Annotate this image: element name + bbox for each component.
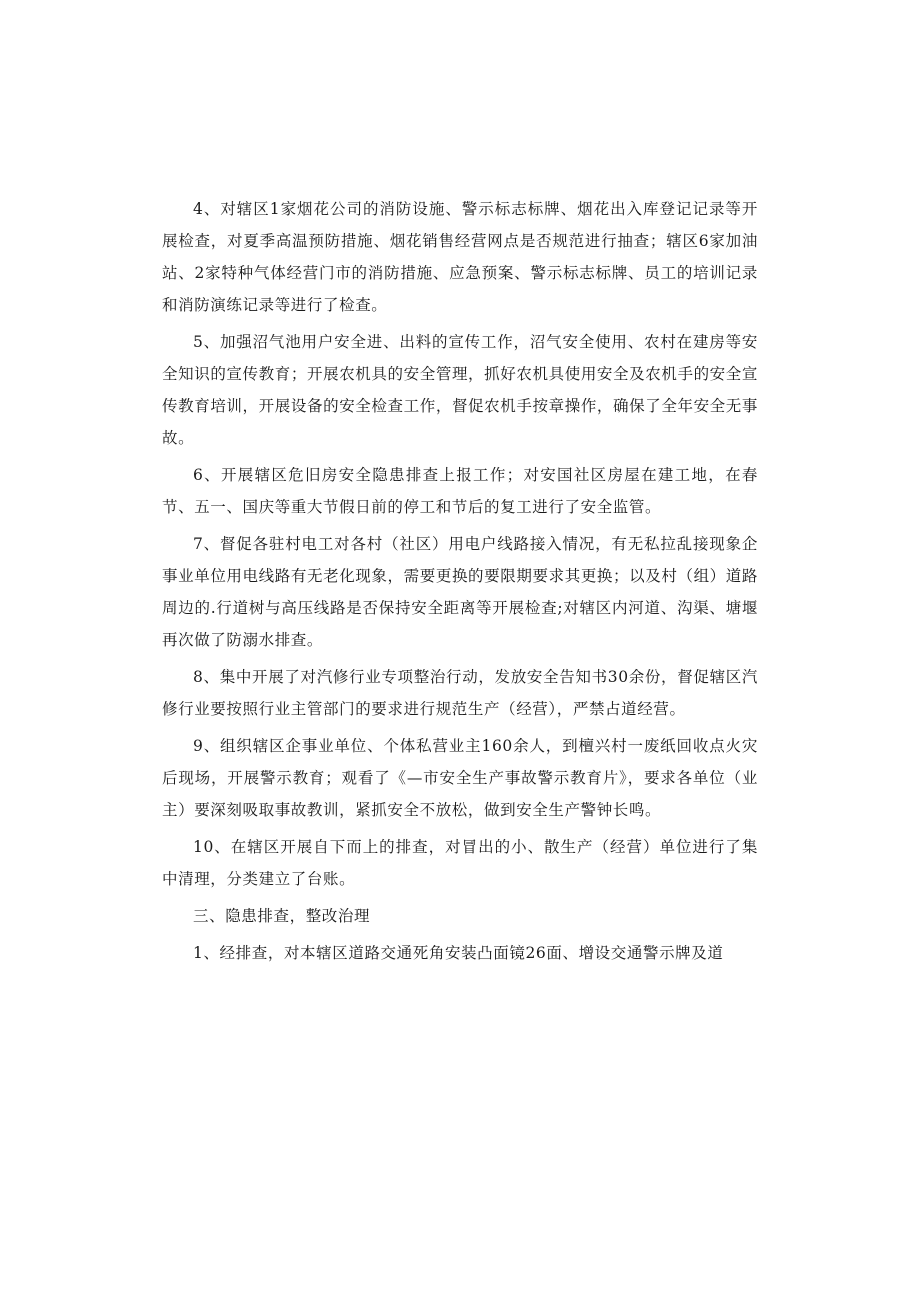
paragraph-item-7: 7、督促各驻村电工对各村（社区）用电户线路接入情况，有无私拉乱接现象企事业单位用电线路有无老化现象，需要更换的要限期要求其更换；以及村（组）道路周边的.行道树与高压线路是否保持安全距离等开展检查;对辖区内河道、沟渠、塘堰再次做了防溺水排查。 — [162, 535, 758, 649]
paragraph-item-6: 6、开展辖区危旧房安全隐患排查上报工作；对安国社区房屋在建工地，在春节、五一、国庆等重大节假日前的停工和节后的复工进行了安全监管。 — [162, 466, 758, 516]
paragraph-item-8: 8、集中开展了对汽修行业专项整治行动，发放安全告知书30余份，督促辖区汽修行业要按照行业主管部门的要求进行规范生产（经营），严禁占道经营。 — [162, 668, 758, 718]
paragraph-item-9: 9、组织辖区企事业单位、个体私营业主160余人，到檀兴村一废纸回收点火灾后现场，开展警示教育；观看了《—市安全生产事故警示教育片》，要求各单位（业主）要深刻吸取事故教训，紧抓安全不放松，做到安全生产警钟长鸣。 — [162, 737, 758, 819]
paragraph-item-5: 5、加强沼气池用户安全进、出料的宣传工作，沼气安全使用、农村在建房等安全知识的宣传教育；开展农机具的安全管理，抓好农机具使用安全及农机手的安全宣传教育培训，开展设备的安全检查工作，督促农机手按章操作，确保了全年安全无事故。 — [162, 333, 758, 447]
paragraph-item-4: 4、对辖区1家烟花公司的消防设施、警示标志标牌、烟花出入库登记记录等开展检查，对夏季高温预防措施、烟花销售经营网点是否规范进行抽查；辖区6家加油站、2家特种气体经营门市的消防措施、应急预案、警示标志标牌、员工的培训记录和消防演练记录等进行了检查。 — [162, 200, 758, 314]
document-body — [162, 193, 758, 974]
paragraph-item-10: 10、在辖区开展自下而上的排查，对冒出的小、散生产（经营）单位进行了集中清理，分类建立了台账。 — [162, 838, 758, 888]
section-heading: 三、隐患排查，整改治理 — [193, 907, 371, 925]
paragraph-item-1: 1、经排查，对本辖区道路交通死角安装凸面镜26面、增设交通警示牌及道 — [193, 944, 724, 962]
